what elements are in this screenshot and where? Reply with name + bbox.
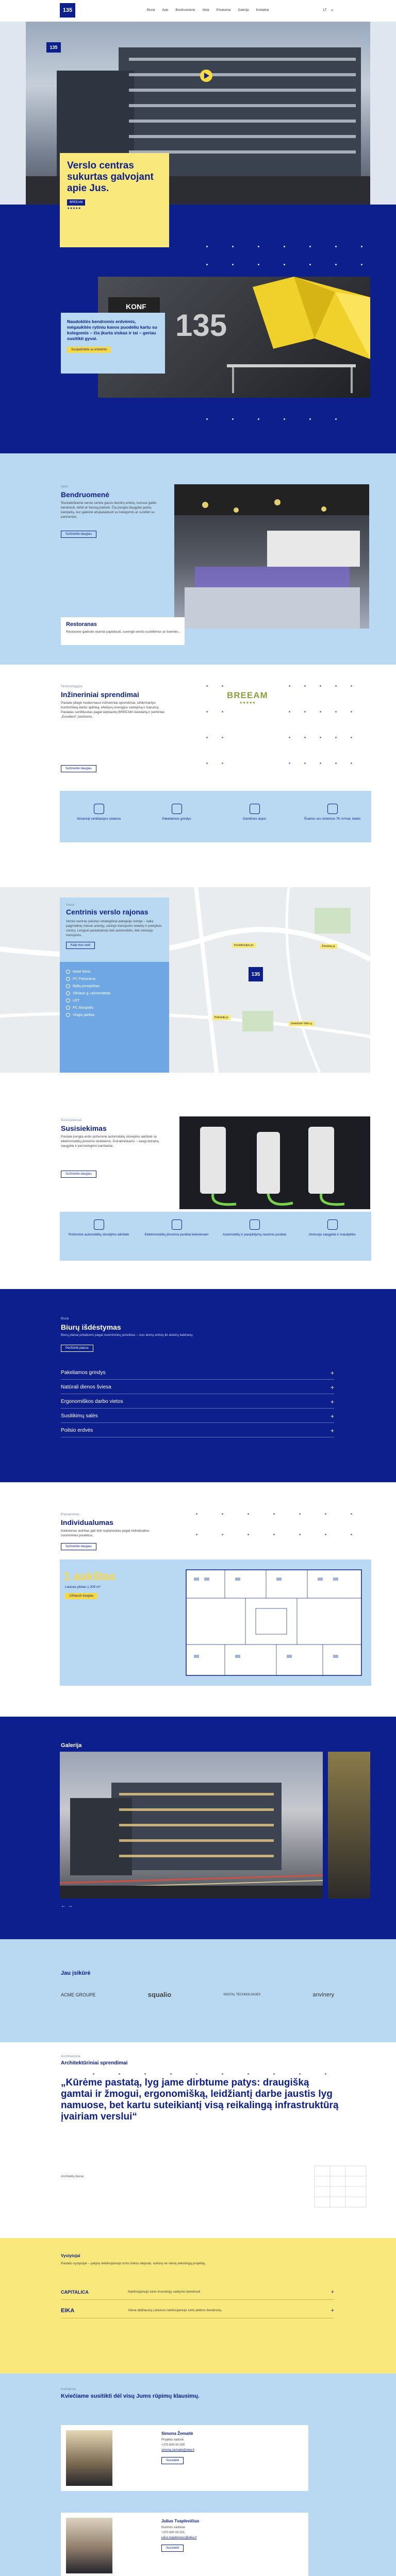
community-text: Šiuolaikiškame verslo centre gausu bendrų erdvių, kuriose galite bendrauti, dirbti ar tiesiog pailsėti. Čia įrengta daugybė jaukių kampelių, kur galėsite atsipalaiduoti su kolegomis ar susitikti su partneriais. xyxy=(61,501,157,519)
breeam-text: BREEAM xyxy=(70,201,83,204)
main-nav xyxy=(147,9,269,12)
engineering-label: Technologijos xyxy=(61,685,83,688)
place-item[interactable] xyxy=(66,975,163,982)
accordion-item[interactable] xyxy=(61,1395,334,1409)
gallery-main-photo[interactable] xyxy=(60,1752,323,1899)
logo-text: 135 xyxy=(62,7,73,13)
feature-ventilation xyxy=(60,804,138,821)
layout-section xyxy=(0,1289,396,1482)
search-icon[interactable]: ⌕ xyxy=(331,8,334,12)
nav-item-apie[interactable]: Apie xyxy=(162,9,169,12)
gallery-next-photo[interactable] xyxy=(328,1752,370,1899)
restaurant-card xyxy=(61,617,185,645)
nav-item-galerija[interactable]: Galerija xyxy=(238,9,249,12)
feature-ev xyxy=(138,1219,216,1236)
contact-phone[interactable]: +370 600 00 000 xyxy=(161,2444,185,2447)
community-photo xyxy=(174,484,369,629)
developer-item[interactable] xyxy=(61,2284,334,2300)
contact-name: Simona Žemaitė xyxy=(161,2431,193,2436)
place-item[interactable] xyxy=(66,1004,163,1011)
floor-plan-panel xyxy=(60,1560,371,1686)
engineering-button[interactable]: Sužinokite daugiau xyxy=(61,765,96,772)
accordion-label: Susitikimų salės xyxy=(61,1413,98,1419)
place-label: Baltų prospektas xyxy=(73,984,100,988)
floor-button[interactable]: Užklausti daugiau xyxy=(65,1593,97,1599)
individual-button[interactable]: Sužinokite daugiau xyxy=(61,1543,96,1550)
contact-role: Projekto vadovė xyxy=(161,2438,184,2442)
mobility-features-panel xyxy=(60,1212,371,1261)
contact-name: Julius Tvaplevičius xyxy=(161,2519,200,2523)
tenant-logo: ACME GROUPE xyxy=(61,1992,96,1997)
layout-button[interactable]: Peržiūrėti planus xyxy=(61,1345,93,1352)
place-label: Vingio parkas xyxy=(73,1013,95,1017)
tenants-title: Jau įsikūrė xyxy=(61,1970,91,1976)
plus-icon: + xyxy=(331,2289,334,2295)
plus-icon: + xyxy=(330,1427,334,1434)
feature-air xyxy=(293,804,371,821)
feature-raised-floor-label: Pakeliamos grindys xyxy=(162,817,191,821)
feature-ev-label: Elektromobilių įkrovimo punktai kiekvienam xyxy=(144,1233,209,1236)
breeam-logo-text: BREEAM xyxy=(227,690,268,700)
developers-text: Pastato vystytojai – patyrę nekilnojamojo turto rinkos dalyviai, sukūrę ne vieną sėkmingą projektą. xyxy=(61,2262,206,2265)
engineering-text: Pastate įdiegti moderniausi inžineriniai sprendimai, užtikrinantys komfortišką darbo aplinką, efektyvų energijos vartojimą ir tvarumą. Pastatas sertifikuotas pagal tarptautinį BREEAM standartą ir įvertintas „Excellent“ įvertinimu. xyxy=(61,701,165,719)
tenant-logos xyxy=(61,1991,334,1998)
tenant-logo: anvinery xyxy=(312,1991,334,1998)
location-label: Vieta xyxy=(66,904,75,907)
architecture-section xyxy=(0,2042,396,2238)
contacts-label: Kontaktai xyxy=(61,2388,76,2391)
floor-plan-drawing[interactable] xyxy=(184,1567,364,1678)
location-section xyxy=(0,887,396,1114)
nav-item-bendruomene[interactable]: Bendruomenė xyxy=(175,9,195,12)
gas-icon xyxy=(250,804,260,814)
engineering-features-panel xyxy=(60,791,371,842)
architecture-author: Architektų biuras xyxy=(61,2175,84,2178)
avatar xyxy=(66,2430,112,2486)
feature-bike xyxy=(293,1219,371,1236)
nav-item-privalumai[interactable]: Privalumai xyxy=(216,9,231,12)
gallery-section xyxy=(0,1717,396,1939)
feature-rental xyxy=(216,1219,293,1236)
map-label-4: Geležinio Vilko g. xyxy=(289,1021,315,1026)
community-illustration xyxy=(174,484,369,629)
architecture-label: Architektūra xyxy=(61,2055,81,2058)
developer-text: Viena didžiausių Lietuvos nekilnojamojo turto plėtros bendrovių xyxy=(128,2309,222,2312)
map-label-3: Kalvarijų g. xyxy=(212,1015,230,1020)
bike-icon xyxy=(327,1219,338,1230)
avatar xyxy=(66,2518,112,2573)
plus-icon: + xyxy=(330,1412,334,1420)
developers-section xyxy=(0,2238,396,2374)
place-label: LRT xyxy=(73,998,80,1003)
language-switch[interactable]: LT xyxy=(323,9,327,12)
accordion-item[interactable] xyxy=(61,1381,334,1394)
map[interactable] xyxy=(0,887,370,1073)
architecture-sketch xyxy=(309,2156,371,2212)
hero-title: Verslo centras sukurtas galvojant apie Jus. xyxy=(67,160,154,194)
community-label: Apie xyxy=(61,485,69,488)
accordion-item[interactable] xyxy=(61,1366,334,1380)
individual-text: Kiekvienas aukštas gali būti suplanuotas pagal individualius nuomininko poreikius. xyxy=(61,1529,150,1537)
architecture-quote: „Kūrėme pastatą, lyg jame dirbtume patys: draugišką gamtai ir žmogui, ergonomišką, leidžiantį darbe jaustis lyg namuose, bet kartu suteikiantį visą reikalingą infrastruktūrą įvairiam verslui“ xyxy=(61,2077,339,2122)
floor-title: 1 aukštas xyxy=(64,1570,116,1583)
layout-label: Biurai xyxy=(61,1317,69,1320)
site-header xyxy=(0,0,396,22)
restaurant-title: Restoranas xyxy=(66,621,97,628)
concept-button[interactable]: Susipažinkite su erdvėmis xyxy=(67,347,111,353)
place-item[interactable] xyxy=(66,997,163,1004)
mobility-text: Pastate įrengta erdvi požeminė automobilių stovėjimo aikštelė su elektromobilių įkrovimo stotelėmis. Dviratininkams – saugi dviračių saugykla ir persirengimo kambariai. xyxy=(61,1135,159,1148)
accordion-label: Natūrali dienos šviesa xyxy=(61,1384,111,1390)
ev-charger-photo xyxy=(179,1116,370,1209)
concept-text: Naudokitės bendromis erdvėmis, mėgaukitės rytiniu kavos puodeliu kartu su kolegomis – čia įkurta viskas ir tai – geriau susitikti gyvai. xyxy=(67,319,157,341)
contact-phone[interactable]: +370 600 00 001 xyxy=(161,2531,185,2534)
nav-item-kontaktai[interactable]: Kontaktai xyxy=(256,9,269,12)
place-item[interactable] xyxy=(66,982,163,990)
accordion-item[interactable] xyxy=(61,1424,334,1437)
air-icon xyxy=(327,804,338,814)
mobility-label: Susisiekimas xyxy=(61,1119,82,1122)
restaurant-text: Restorane galėsite skaniai papietauti, surengti verslo susitikimus ar šventes. xyxy=(66,630,179,634)
place-label: PC Akropolis xyxy=(73,1006,94,1010)
concept-card xyxy=(61,313,165,374)
hero-logo-text: 135 xyxy=(50,45,58,50)
tenants-section xyxy=(0,1939,396,2042)
community-title: Bendruomenė xyxy=(61,490,110,499)
feature-air-label: Švarios oro sistemos 7K m³/val. kiekis xyxy=(304,817,361,821)
developer-logo: EIKA xyxy=(61,2307,75,2314)
breeam-badge xyxy=(67,199,85,206)
architecture-title: Architektūriniai sprendimai xyxy=(61,2060,128,2066)
konf-sign: KONF xyxy=(126,302,146,311)
hero-card xyxy=(60,153,169,247)
breeam-logo-stars: ★★★★★ xyxy=(239,701,256,705)
gallery-arrows[interactable]: ← → xyxy=(61,1903,73,1909)
pin-icon xyxy=(66,1013,70,1017)
location-button[interactable]: Kaip mus rasti xyxy=(66,942,95,949)
nav-item-biurai[interactable]: Biurai xyxy=(147,9,155,12)
map-illustration xyxy=(0,887,370,1073)
accordion-label: Ergonomiškos darbo vietos xyxy=(61,1399,123,1404)
breeam-stars: ★★★★★ xyxy=(67,207,81,210)
developer-logo: CAPITALICA xyxy=(61,2289,89,2295)
individual-label: Planavimas xyxy=(61,1513,80,1516)
breeam-logo xyxy=(227,690,268,705)
map-label-2: Konstitucijos pr. xyxy=(232,943,256,948)
nav-item-vieta[interactable]: Vieta xyxy=(202,9,209,12)
contacts-title: Kviečiame susitikti dėl visų Jums rūpimų klausimų. xyxy=(61,2393,200,2399)
individual-section xyxy=(0,1482,396,1717)
place-label: PC Panorama xyxy=(73,977,95,981)
pin-icon xyxy=(66,998,70,1003)
parking-icon xyxy=(94,1219,104,1230)
accordion-label: Poilsio erdvės xyxy=(61,1428,93,1433)
place-item[interactable] xyxy=(66,990,163,997)
ev-charger-illustration xyxy=(179,1116,370,1209)
location-text: Verslo centras įsikūręs strategiškai patogioje vietoje – šalia pagrindinių miesto arterijų, viešojo transporto stotelių ir prekybos centrų. Lengvai pasiekiamas tiek automobiliu, tiek viešuoju transportu. xyxy=(66,920,162,937)
contact-button[interactable]: Susisiekti xyxy=(161,2545,184,2552)
map-label-1: Žirmūnų g. xyxy=(320,944,337,949)
pin-icon xyxy=(66,991,70,995)
lounge-big-logo: 135 xyxy=(175,308,227,343)
accordion-label: Pakeliamos grindys xyxy=(61,1370,106,1376)
place-item[interactable] xyxy=(66,1011,163,1019)
ev-charging-icon xyxy=(172,1219,182,1230)
contacts-section xyxy=(0,2374,396,2576)
feature-gas-label: Gamtinės dujos xyxy=(242,817,267,821)
floor-subtitle: Laisvas plotas 1 200 m² xyxy=(65,1585,101,1589)
feature-parking-label: Požeminė automobilių stovėjimo aikštelė xyxy=(68,1233,129,1236)
ventilation-icon xyxy=(94,804,104,814)
mobility-title: Susisiekimas xyxy=(61,1124,107,1132)
mobility-section xyxy=(0,1114,396,1289)
contact-button[interactable]: Susisiekti xyxy=(161,2457,184,2464)
plus-icon: + xyxy=(330,1369,334,1377)
pin-icon xyxy=(66,977,70,981)
hero-logo-badge xyxy=(46,42,61,53)
plus-icon: + xyxy=(330,1383,334,1391)
plus-icon: + xyxy=(331,2307,334,2314)
feature-raised-floor xyxy=(138,804,216,821)
tenant-logo: DIGITAL TECHNOLOGIES xyxy=(223,1993,261,1996)
contact-email[interactable]: simona.zemaite@eika.lt xyxy=(161,2449,194,2452)
contact-role: Nuomos vadovas xyxy=(161,2526,186,2529)
pin-icon xyxy=(66,1006,70,1010)
floor-icon xyxy=(172,804,182,814)
developers-label: Vystytojai xyxy=(61,2253,80,2258)
tenant-logo: squalio xyxy=(147,1991,172,1998)
community-section xyxy=(0,453,396,665)
place-label: Vilniaus g. universitetas xyxy=(73,991,111,995)
contact-card xyxy=(61,2425,308,2491)
gallery-title: Galerija xyxy=(61,1742,82,1749)
place-label: Hotel Neris xyxy=(73,970,91,974)
layout-title: Biurų išdėstymas xyxy=(61,1323,121,1331)
plus-icon: + xyxy=(330,1398,334,1405)
engineering-section xyxy=(0,665,396,887)
gallery-building xyxy=(60,1752,323,1899)
individual-title: Individualumas xyxy=(61,1518,113,1527)
hero-section xyxy=(0,22,396,210)
pin-icon xyxy=(66,970,70,974)
map-pin[interactable] xyxy=(249,967,263,981)
location-title: Centrinis verslo rajonas xyxy=(66,908,148,916)
feature-rental-label: Automobilių ir pasipildymų nuomos punktai xyxy=(222,1233,287,1236)
contact-card xyxy=(61,2513,308,2576)
places-list xyxy=(60,962,169,1073)
feature-parking xyxy=(60,1219,138,1236)
mobility-button[interactable]: Sužinokite daugiau xyxy=(61,1171,96,1178)
pin-icon xyxy=(66,984,70,988)
layout-text: Biurų planai pritaikomi pagal nuomininkų poreikius – nuo atvirų erdvių iki atskirų kabinetų. xyxy=(61,1333,193,1337)
feature-ventilation-label: Išmanioji ventiliacijos sistema xyxy=(77,817,121,821)
accordion-item[interactable] xyxy=(61,1410,334,1423)
car-rental-icon xyxy=(250,1219,260,1230)
place-item[interactable] xyxy=(66,968,163,975)
developer-item[interactable] xyxy=(61,2303,334,2318)
contact-email[interactable]: julius.tvaplevicius@eika.lt xyxy=(161,2536,197,2539)
feature-bike-label: Atviruoju saugykla ir maudyklės xyxy=(308,1233,356,1236)
logo[interactable] xyxy=(60,3,75,18)
map-pin-text: 135 xyxy=(251,971,260,977)
community-button[interactable]: Sužinokite daugiau xyxy=(61,531,96,538)
engineering-title: Inžineriniai sprendimai xyxy=(61,690,139,699)
feature-gas xyxy=(216,804,293,821)
developer-text: Nekilnojamojo turto investicijų valdymo bendrovė xyxy=(128,2290,201,2294)
